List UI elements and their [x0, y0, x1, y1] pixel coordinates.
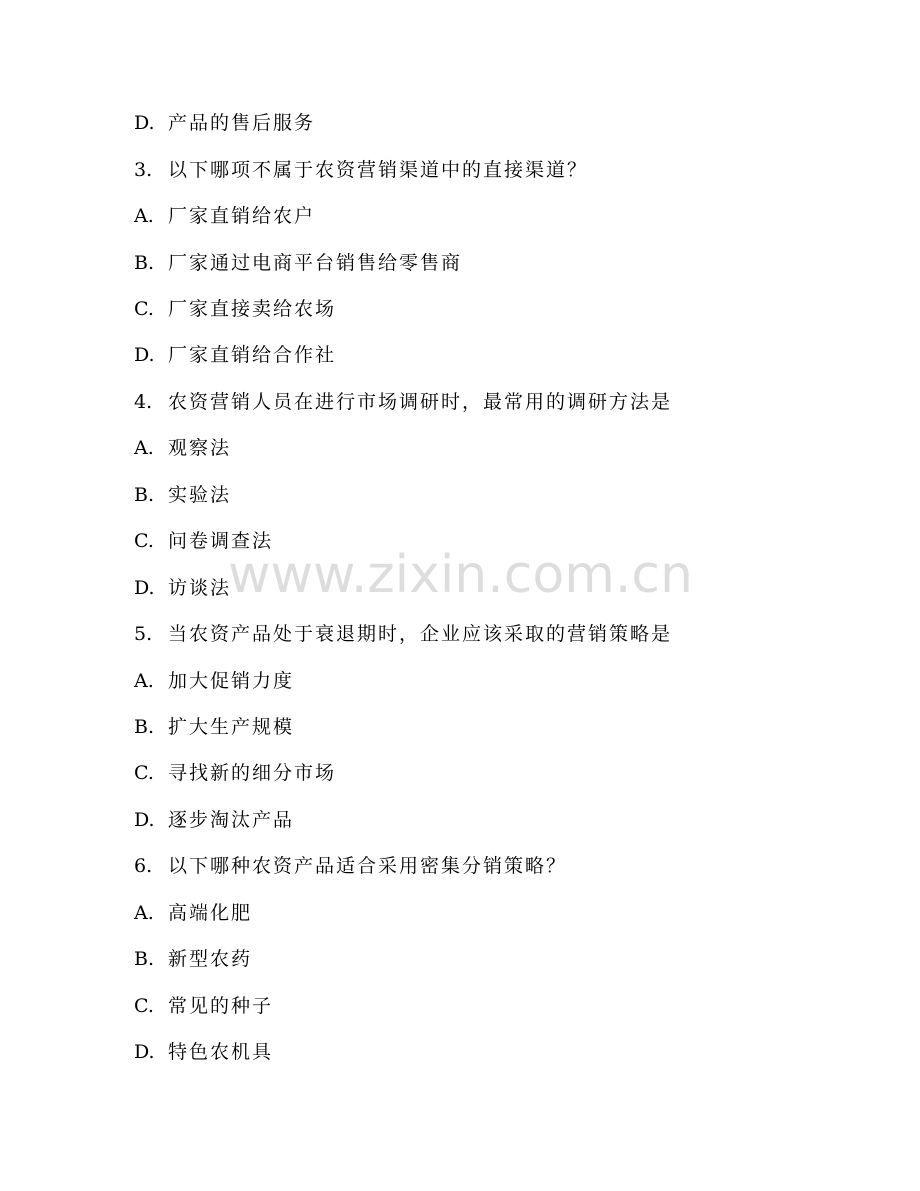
watermark: www.zixin.com.cn — [228, 545, 693, 605]
option-letter: B. — [134, 252, 155, 274]
option-line — [134, 480, 231, 510]
option-letter: D. — [134, 1041, 155, 1063]
question-text: 当农资产品处于衰退期时，企业应该采取的营销策略是 — [168, 623, 673, 645]
option-text: 逐步淘汰产品 — [168, 809, 295, 831]
option-line — [134, 340, 336, 370]
option-letter: B. — [134, 484, 155, 506]
option-line — [134, 805, 294, 835]
option-text: 观察法 — [168, 437, 232, 459]
option-line — [134, 944, 252, 974]
option-line — [134, 294, 336, 324]
option-line — [134, 898, 252, 928]
option-letter: C. — [134, 298, 154, 320]
question-number: 5. — [134, 623, 153, 645]
option-letter: D. — [134, 112, 155, 134]
option-line — [134, 712, 294, 742]
question-text: 以下哪项不属于农资营销渠道中的直接渠道？ — [168, 159, 589, 181]
option-text: 厂家直销给合作社 — [168, 344, 337, 366]
option-text: 厂家直销给农户 — [168, 205, 316, 227]
option-text: 厂家通过电商平台销售给零售商 — [168, 252, 463, 274]
option-text: 访谈法 — [168, 577, 232, 599]
option-text: 问卷调查法 — [168, 530, 274, 552]
question-line — [134, 851, 567, 881]
question-line — [134, 619, 672, 649]
option-text: 特色农机具 — [168, 1041, 274, 1063]
option-line — [134, 758, 336, 788]
option-letter: A. — [134, 205, 154, 227]
option-letter: C. — [134, 995, 154, 1017]
question-text: 农资营销人员在进行市场调研时，最常用的调研方法是 — [168, 391, 673, 413]
option-line — [134, 433, 231, 463]
option-line — [134, 1037, 273, 1067]
option-text: 扩大生产规模 — [168, 716, 295, 738]
question-number: 4. — [134, 391, 153, 413]
option-text: 常见的种子 — [168, 995, 274, 1017]
question-number: 3. — [134, 159, 153, 181]
option-letter: A. — [134, 437, 154, 459]
option-letter: C. — [134, 762, 154, 784]
option-letter: A. — [134, 670, 154, 692]
option-line — [134, 108, 315, 138]
option-letter: B. — [134, 716, 155, 738]
option-line — [134, 666, 294, 696]
option-letter: D. — [134, 577, 155, 599]
option-line — [134, 248, 462, 278]
option-text: 加大促销力度 — [168, 670, 295, 692]
option-line — [134, 201, 315, 231]
option-text: 厂家直接卖给农场 — [168, 298, 337, 320]
option-text: 寻找新的细分市场 — [168, 762, 337, 784]
option-text: 高端化肥 — [168, 902, 253, 924]
option-letter: C. — [134, 530, 154, 552]
option-line — [134, 991, 273, 1021]
option-text: 新型农药 — [168, 948, 253, 970]
option-text: 实验法 — [168, 484, 232, 506]
question-text: 以下哪种农资产品适合采用密集分销策略？ — [168, 855, 568, 877]
question-line — [134, 387, 672, 417]
option-text: 产品的售后服务 — [168, 112, 316, 134]
question-line — [134, 155, 588, 185]
option-line — [134, 573, 231, 603]
option-letter: B. — [134, 948, 155, 970]
option-letter: A. — [134, 902, 154, 924]
question-number: 6. — [134, 855, 153, 877]
option-letter: D. — [134, 809, 155, 831]
option-letter: D. — [134, 344, 155, 366]
